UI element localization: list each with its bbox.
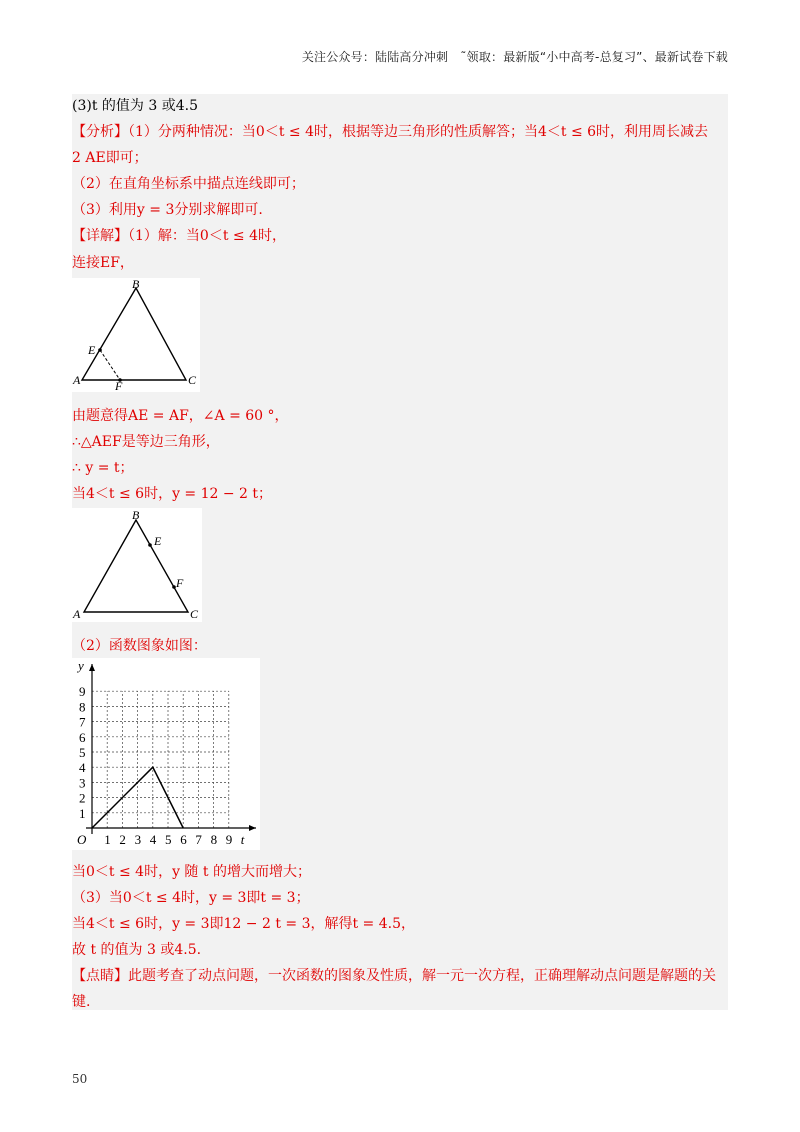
detail-line-1: 【详解】（1）解：当0＜t ≤ 4时， <box>72 228 286 244</box>
detail-line-9: （3）当0＜t ≤ 4时，y = 3即t = 3； <box>72 890 310 906</box>
fig1-label-c: C <box>188 373 197 387</box>
y-tick-label: 6 <box>79 729 86 745</box>
x-tick-label: 8 <box>210 832 218 847</box>
y-tick-label: 3 <box>79 775 86 791</box>
analysis-line-4: （3）利用y = 3分别求解即可. <box>72 202 263 218</box>
x-tick-label: 6 <box>180 832 187 847</box>
answer-summary: (3)t 的值为 3 或4.5 <box>72 98 198 114</box>
analysis-line-3: （2）在直角坐标系中描点连线即可； <box>72 176 305 192</box>
detail-line-8: 当0＜t ≤ 4时，y 随 t 的增大而增大； <box>72 864 311 880</box>
fig2-label-b: B <box>132 508 140 522</box>
x-tick-label: 4 <box>149 832 157 847</box>
x-axis-arrow <box>249 825 256 831</box>
fig2-label-e: E <box>154 534 162 548</box>
y-tick-label: 9 <box>79 684 86 700</box>
detail-line-3: 由题意得AE = AF，∠A = 60 °， <box>72 408 289 424</box>
x-tick-label: 1 <box>104 832 111 847</box>
fig1-label-e: E <box>88 343 96 357</box>
x-tick-label: 5 <box>165 832 172 847</box>
fig1-label-f: F <box>115 379 123 392</box>
y-tick-label: 7 <box>79 714 86 730</box>
y-tick-label: 4 <box>79 760 86 776</box>
y-tick-label: 1 <box>79 805 86 821</box>
detail-line-4: ∴△AEF是等边三角形， <box>72 434 220 450</box>
page-number: 50 <box>72 1072 88 1086</box>
page-header: 关注公众号：陆陆高分冲刺 ˜领取：最新版“小中高考-总复习”、最新试卷下载 <box>301 50 728 64</box>
fig1-label-b: B <box>132 278 140 291</box>
y-tick-label: 5 <box>79 745 86 760</box>
x-tick-label: 7 <box>195 832 202 847</box>
fig2-label-a: A <box>73 607 81 621</box>
detail-line-11: 故 t 的值为 3 或4.5. <box>72 942 202 958</box>
x-tick-label: 9 <box>225 832 233 847</box>
triangle-figure-1 <box>72 278 200 392</box>
function-graph-svg <box>72 658 260 850</box>
detail-line-2: 连接EF， <box>72 255 134 271</box>
comment-line-2: 键. <box>72 994 91 1010</box>
x-axis-label: t <box>240 832 245 847</box>
origin-label: O <box>77 832 87 847</box>
fig1-label-a: A <box>73 373 81 387</box>
detail-line-5: ∴ y = t； <box>72 460 134 476</box>
comment-line-1: 【点睛】此题考查了动点问题，一次函数的图象及性质，解一元一次方程，正确理解动点问题是解题的关 <box>72 968 716 984</box>
y-axis-arrow <box>89 664 95 671</box>
x-tick-label: 2 <box>119 832 126 847</box>
triangle-figure-2 <box>72 508 202 622</box>
analysis-line-2: 2 AE即可； <box>72 150 148 166</box>
function-graph <box>72 658 260 850</box>
analysis-line-1: 【分析】（1）分两种情况：当0＜t ≤ 4时，根据等边三角形的性质解答；当4＜t ≤ 6时，利用周长减去 <box>72 124 709 140</box>
fig2-label-c: C <box>190 607 199 621</box>
detail-line-6: 当4＜t ≤ 6时，y = 12 − 2 t； <box>72 486 273 502</box>
y-tick-label: 8 <box>79 699 86 715</box>
y-tick-label: 2 <box>79 790 86 806</box>
detail-line-10: 当4＜t ≤ 6时，y = 3即12 − 2 t = 3，解得t = 4.5， <box>72 916 416 932</box>
detail-line-7: （2）函数图象如图： <box>72 638 207 654</box>
y-axis-label: y <box>78 658 84 673</box>
fig2-label-f: F <box>176 576 184 590</box>
x-tick-label: 3 <box>134 832 142 847</box>
